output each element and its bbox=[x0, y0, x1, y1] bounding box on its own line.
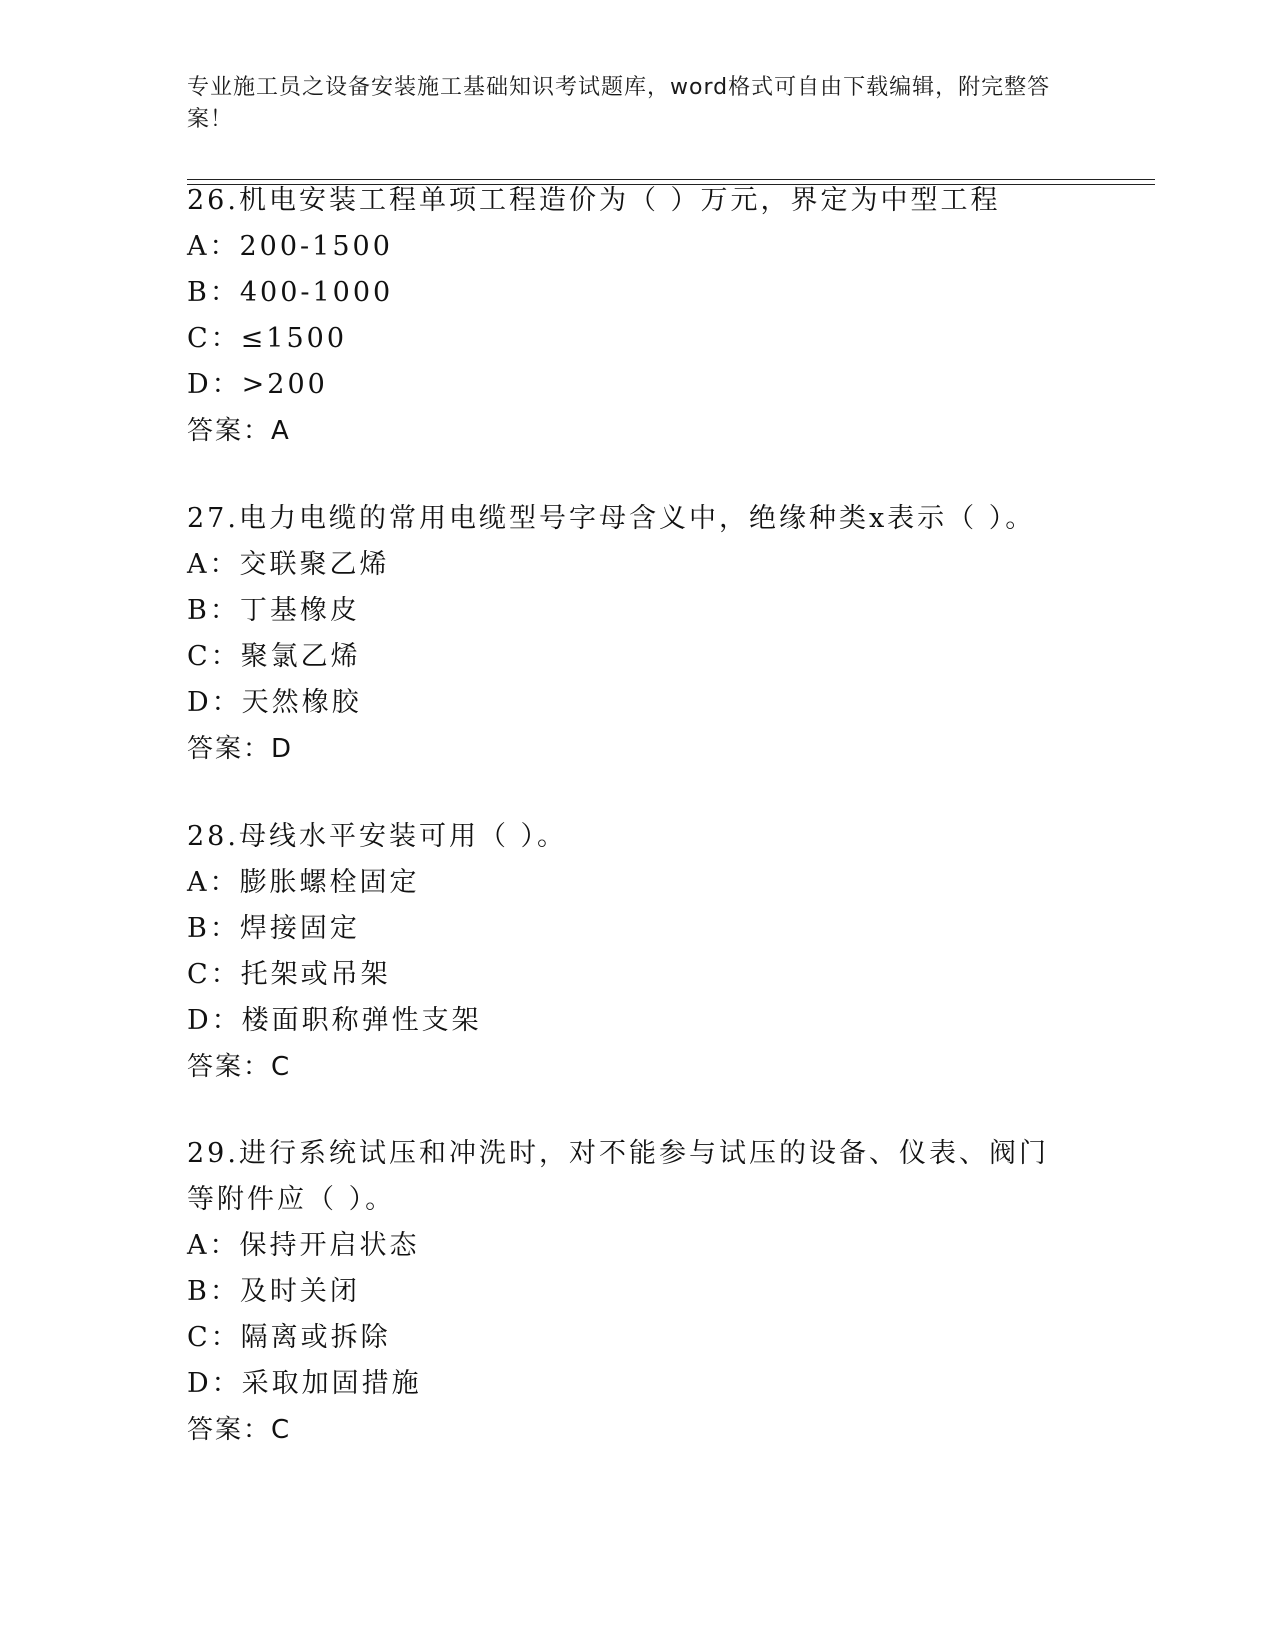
option-b: B：丁基橡皮 bbox=[187, 595, 360, 626]
option-b: B：及时关闭 bbox=[187, 1276, 360, 1307]
option-c: C：托架或吊架 bbox=[187, 959, 391, 990]
option-a: A：膨胀螺栓固定 bbox=[187, 867, 420, 898]
option-c: C：隔离或拆除 bbox=[187, 1322, 391, 1353]
question-29 bbox=[187, 1131, 1087, 1453]
question-stem: 29.进行系统试压和冲洗时，对不能参与试压的设备、仪表、阀门等附件应（ ）。 bbox=[187, 1138, 1049, 1215]
answer: 答案：D bbox=[187, 734, 294, 764]
option-a: A：200-1500 bbox=[187, 231, 393, 262]
question-stem: 28.母线水平安装可用（ ）。 bbox=[187, 821, 568, 852]
question-28 bbox=[187, 814, 1087, 1090]
question-27 bbox=[187, 496, 1087, 772]
answer: 答案：A bbox=[187, 416, 291, 446]
option-b: B：400-1000 bbox=[187, 277, 394, 308]
answer: 答案：C bbox=[187, 1052, 292, 1082]
option-d: D：楼面职称弹性支架 bbox=[187, 1005, 482, 1036]
document-header: 专业施工员之设备安装施工基础知识考试题库，word格式可自由下载编辑，附完整答案！ bbox=[187, 75, 1051, 132]
option-c: C：聚氯乙烯 bbox=[187, 641, 361, 672]
question-stem: 27.电力电缆的常用电缆型号字母含义中，绝缘种类x表示（ ）。 bbox=[187, 503, 1036, 534]
option-c: C：≤1500 bbox=[187, 323, 347, 354]
answer: 答案：C bbox=[187, 1415, 292, 1445]
option-d: D：采取加固措施 bbox=[187, 1368, 422, 1399]
option-a: A：交联聚乙烯 bbox=[187, 549, 390, 580]
option-d: D：>200 bbox=[187, 369, 328, 400]
option-d: D：天然橡胶 bbox=[187, 687, 362, 718]
option-a: A：保持开启状态 bbox=[187, 1230, 420, 1261]
question-stem: 26.机电安装工程单项工程造价为（ ）万元，界定为中型工程 bbox=[187, 185, 1001, 216]
question-26 bbox=[187, 178, 1087, 454]
option-b: B：焊接固定 bbox=[187, 913, 360, 944]
